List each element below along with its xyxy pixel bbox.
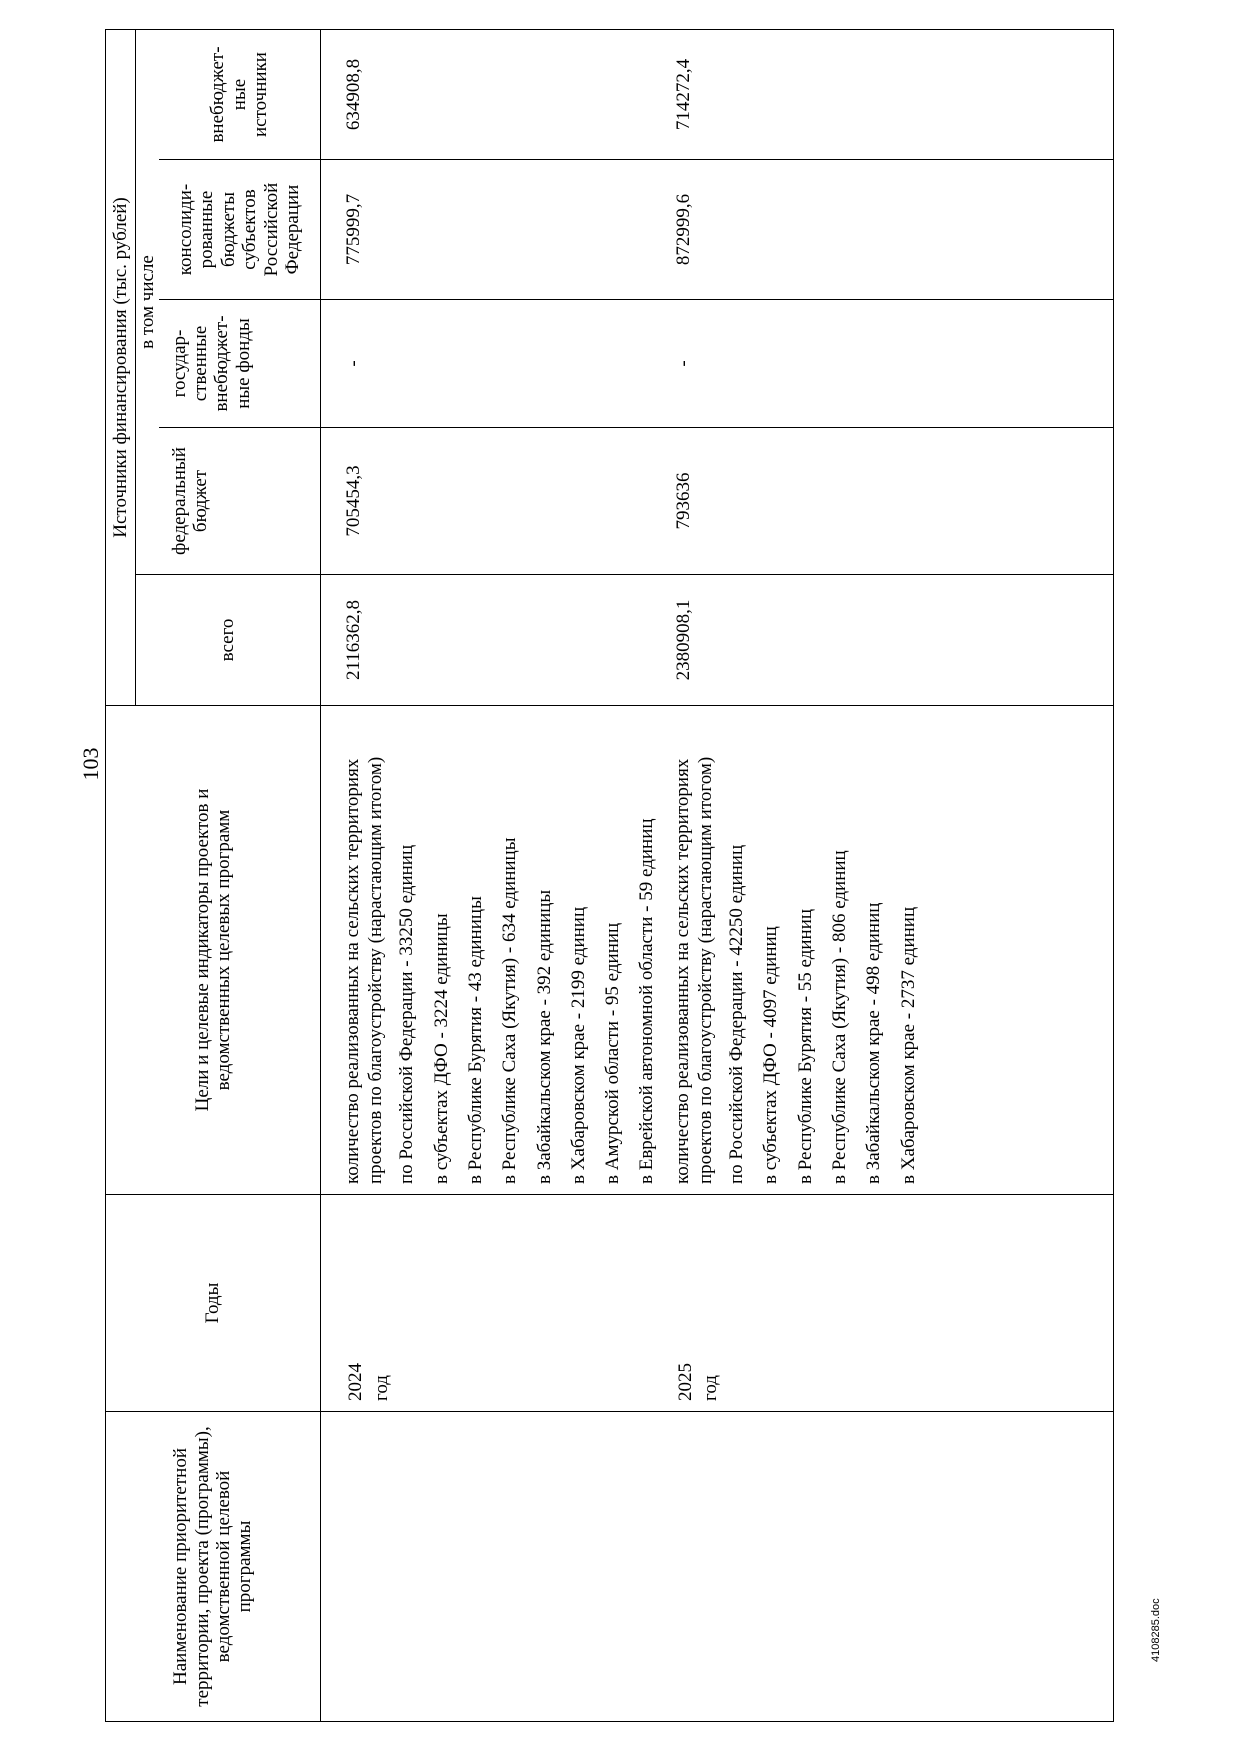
cell-state-funds bbox=[321, 300, 671, 428]
federal-value: 705454,3 bbox=[343, 465, 364, 537]
goal-line: по Российской Федерации - 33250 единиц bbox=[396, 844, 418, 1184]
year-suffix: год bbox=[700, 1375, 722, 1401]
cell-federal bbox=[321, 428, 671, 575]
goal-title: количество реализованных на сельских территориях проектов по благоустройству (нарастающим итогом) bbox=[342, 756, 387, 1184]
header-funding-sources: Источники финансирования (тыс. рублей) bbox=[106, 30, 136, 706]
year-suffix: год bbox=[370, 1375, 392, 1401]
cell-total bbox=[671, 575, 1114, 706]
goal-line: в субъектах ДФО - 3224 единицы bbox=[430, 913, 452, 1184]
total-value: 2116362,8 bbox=[343, 599, 364, 681]
cell-goals bbox=[321, 706, 671, 1195]
cell-name bbox=[321, 1412, 671, 1722]
federal-value: 793636 bbox=[672, 472, 694, 530]
total-value: 2380908,1 bbox=[672, 599, 694, 681]
cell-year bbox=[671, 1195, 1114, 1412]
header-federal: федеральный бюджет bbox=[159, 428, 321, 575]
goal-line: в Забайкальском крае - 392 единицы bbox=[533, 889, 555, 1184]
header-including: в том числе bbox=[136, 30, 159, 575]
header-off-budget: внебюджет- ные источники bbox=[159, 30, 321, 160]
goal-title: количество реализованных на сельских территориях проектов по благоустройству (нарастающим итогом) bbox=[671, 756, 716, 1184]
goal-line: в Еврейской автономной области - 59 единиц bbox=[636, 818, 658, 1184]
goal-line: в Забайкальском крае - 498 единиц bbox=[863, 902, 885, 1184]
header-consolidated: консолиди- рованные бюджеты субъектов Российской Федерации bbox=[159, 160, 321, 300]
cell-federal bbox=[671, 428, 1114, 575]
header-total: всего bbox=[136, 575, 321, 706]
cell-state-funds bbox=[671, 300, 1114, 428]
consolidated-value: 872999,6 bbox=[672, 193, 694, 266]
cell-goals bbox=[671, 706, 1114, 1195]
off-budget-value: 634908,8 bbox=[343, 58, 364, 131]
state-funds-value: - bbox=[343, 360, 364, 367]
header-name: Наименование приоритетной территории, проекта (программы), ведомственной целевой программы bbox=[106, 1412, 321, 1722]
goal-line: в Республике Бурятия - 43 единицы bbox=[464, 896, 486, 1184]
goal-line: в Республике Саха (Якутия) - 806 единиц bbox=[828, 850, 850, 1184]
footer-filename: 4108285.doc bbox=[1150, 1598, 1162, 1662]
cell-name bbox=[671, 1412, 1114, 1722]
goal-line: в субъектах ДФО - 4097 единиц bbox=[760, 926, 782, 1184]
year-value: 2024 bbox=[345, 1363, 366, 1401]
header-years: Годы bbox=[106, 1195, 321, 1412]
goal-line: по Российской Федерации - 42250 единиц bbox=[726, 844, 748, 1184]
goal-line: в Амурской области - 95 единиц bbox=[602, 922, 624, 1184]
funding-table bbox=[105, 29, 1114, 1722]
off-budget-value: 714272,4 bbox=[672, 58, 694, 131]
state-funds-value: - bbox=[672, 360, 694, 367]
goal-line: в Хабаровском крае - 2199 единиц bbox=[567, 906, 589, 1184]
table-row-2024 bbox=[321, 30, 671, 1722]
cell-consolidated bbox=[321, 160, 671, 300]
goal-line: в Хабаровском крае - 2737 единиц bbox=[897, 906, 919, 1184]
cell-off-budget bbox=[671, 30, 1114, 160]
header-state-funds: государ- ственные внебюджет- ные фонды bbox=[159, 300, 321, 428]
table-row-2025 bbox=[671, 30, 1114, 1722]
year-value: 2025 bbox=[674, 1363, 696, 1401]
page-number: 103 bbox=[78, 747, 103, 781]
cell-consolidated bbox=[671, 160, 1114, 300]
goal-line: в Республике Бурятия - 55 единиц bbox=[794, 908, 816, 1184]
header-goals: Цели и целевые индикаторы проектов и ведомственных целевых программ bbox=[106, 706, 321, 1195]
goal-line: в Республике Саха (Якутия) - 634 единицы bbox=[499, 837, 521, 1184]
cell-total bbox=[321, 575, 671, 706]
consolidated-value: 775999,7 bbox=[343, 193, 364, 266]
cell-off-budget bbox=[321, 30, 671, 160]
cell-year bbox=[321, 1195, 671, 1412]
